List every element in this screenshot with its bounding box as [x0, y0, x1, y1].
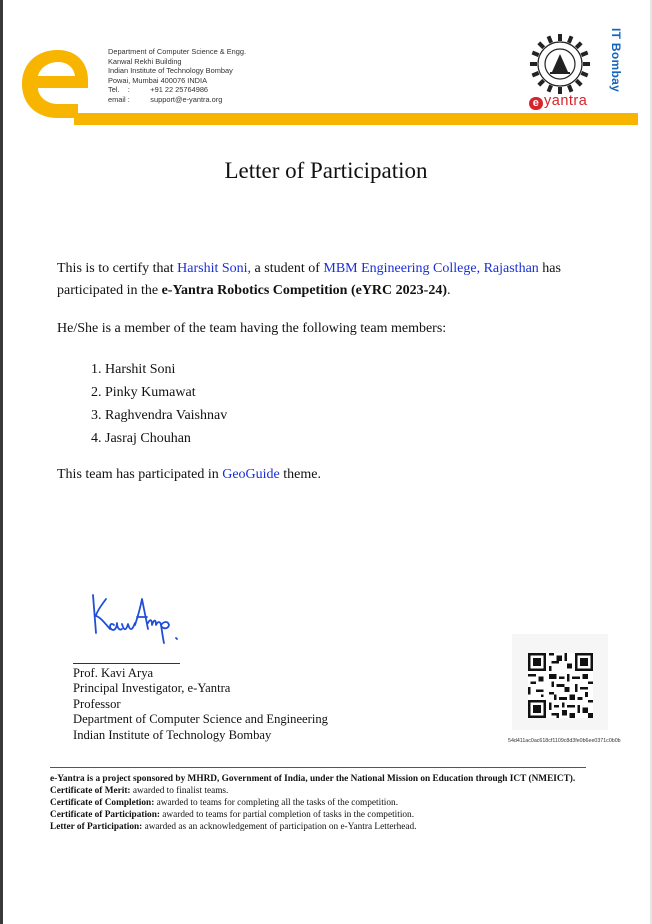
definition-term: Certificate of Completion:: [50, 798, 155, 808]
qr-identifier: 54d411ac0ac618cf1109c8d3fe0b6ee0371c0b0b: [508, 738, 621, 744]
signer-institute: Indian Institute of Technology Bombay: [73, 727, 272, 742]
signer-block: [73, 666, 328, 743]
address-line: Tel. : +91 22 25764986: [108, 85, 209, 95]
certify-text: This is to certify that: [57, 261, 178, 276]
address-line: Powai, Mumbai 400076 INDIA: [108, 75, 208, 85]
signer-name: Prof. Kavi Arya: [73, 666, 154, 680]
college-name: MBM Engineering College, Rajasthan: [323, 261, 539, 276]
theme-name: GeoGuide: [222, 467, 280, 482]
definition-text: awarded to finalist teams.: [130, 786, 229, 796]
definition-text: awarded to teams for partial completion of tasks in the competition.: [159, 810, 415, 820]
address-line: Department of Computer Science & Engg.: [108, 47, 247, 56]
address-line: Indian Institute of Technology Bombay: [108, 66, 233, 76]
iit-text: IT Bombay: [609, 28, 623, 93]
certify-text: a student of: [251, 261, 324, 276]
address-line: Kanwal Rekhi Building: [108, 56, 182, 66]
definition-text: awarded as an acknowledgement of participation on e-Yantra Letterhead.: [142, 822, 417, 832]
brand-mark: e: [529, 97, 543, 110]
definition-item: [50, 785, 590, 797]
theme-paragraph: [57, 464, 617, 486]
iit-bombay-seal-icon: [524, 28, 596, 100]
signature-icon: [84, 589, 184, 647]
definition-term: Certificate of Merit:: [50, 786, 131, 796]
team-members-list: [91, 358, 227, 450]
list-item: 3. Raghvendra Vaishnav: [91, 408, 228, 423]
qr-code-icon: [528, 653, 593, 718]
definition-item: [50, 809, 590, 821]
certify-text: .: [446, 283, 451, 298]
signer-title: Professor: [73, 696, 121, 711]
participant-name: Harshit Soni,: [177, 261, 252, 276]
sponsor-note: e-Yantra is a project sponsored by MHRD, Government of India, under the National Mission on Education through ICT (NMEICT).: [50, 774, 576, 784]
definition-text: awarded to teams for completing all the tasks of the competition.: [154, 798, 399, 808]
definition-item: [50, 821, 590, 833]
definition-term: Certificate of Participation:: [50, 810, 160, 820]
list-item: 1. Harshit Soni: [91, 362, 176, 377]
brand-text: yantra: [544, 93, 588, 109]
list-item: 4. Jasraj Chouhan: [91, 431, 191, 446]
e-yantra-wordmark: [529, 93, 587, 110]
address-line: email : support@e-yantra.org: [108, 94, 223, 104]
certify-paragraph: [57, 258, 617, 302]
header-orange-bar: [74, 113, 638, 125]
e-yantra-logo-icon: [18, 44, 96, 122]
certify-text: has participated in the: [57, 261, 561, 298]
footer-notes: [50, 773, 590, 833]
footer-divider: [50, 767, 586, 768]
theme-text: theme.: [279, 467, 321, 482]
definition-term: Letter of Participation:: [50, 822, 143, 832]
iit-bombay-label: [604, 28, 628, 110]
page-left-edge: [0, 0, 3, 924]
signer-department: Department of Computer Science and Engineering: [73, 712, 328, 727]
page-title: Letter of Participation: [224, 158, 428, 183]
list-item: 2. Pinky Kumawat: [91, 385, 196, 400]
team-intro: He/She is a member of the team having the following team members:: [57, 321, 447, 336]
definition-item: [50, 797, 590, 809]
competition-name: e-Yantra Robotics Competition (eYRC 2023-24): [161, 283, 447, 298]
signer-role: Principal Investigator, e-Yantra: [73, 681, 231, 696]
theme-text: This team has participated in: [57, 467, 223, 482]
signature-line: [73, 663, 180, 664]
department-address: [108, 47, 246, 105]
